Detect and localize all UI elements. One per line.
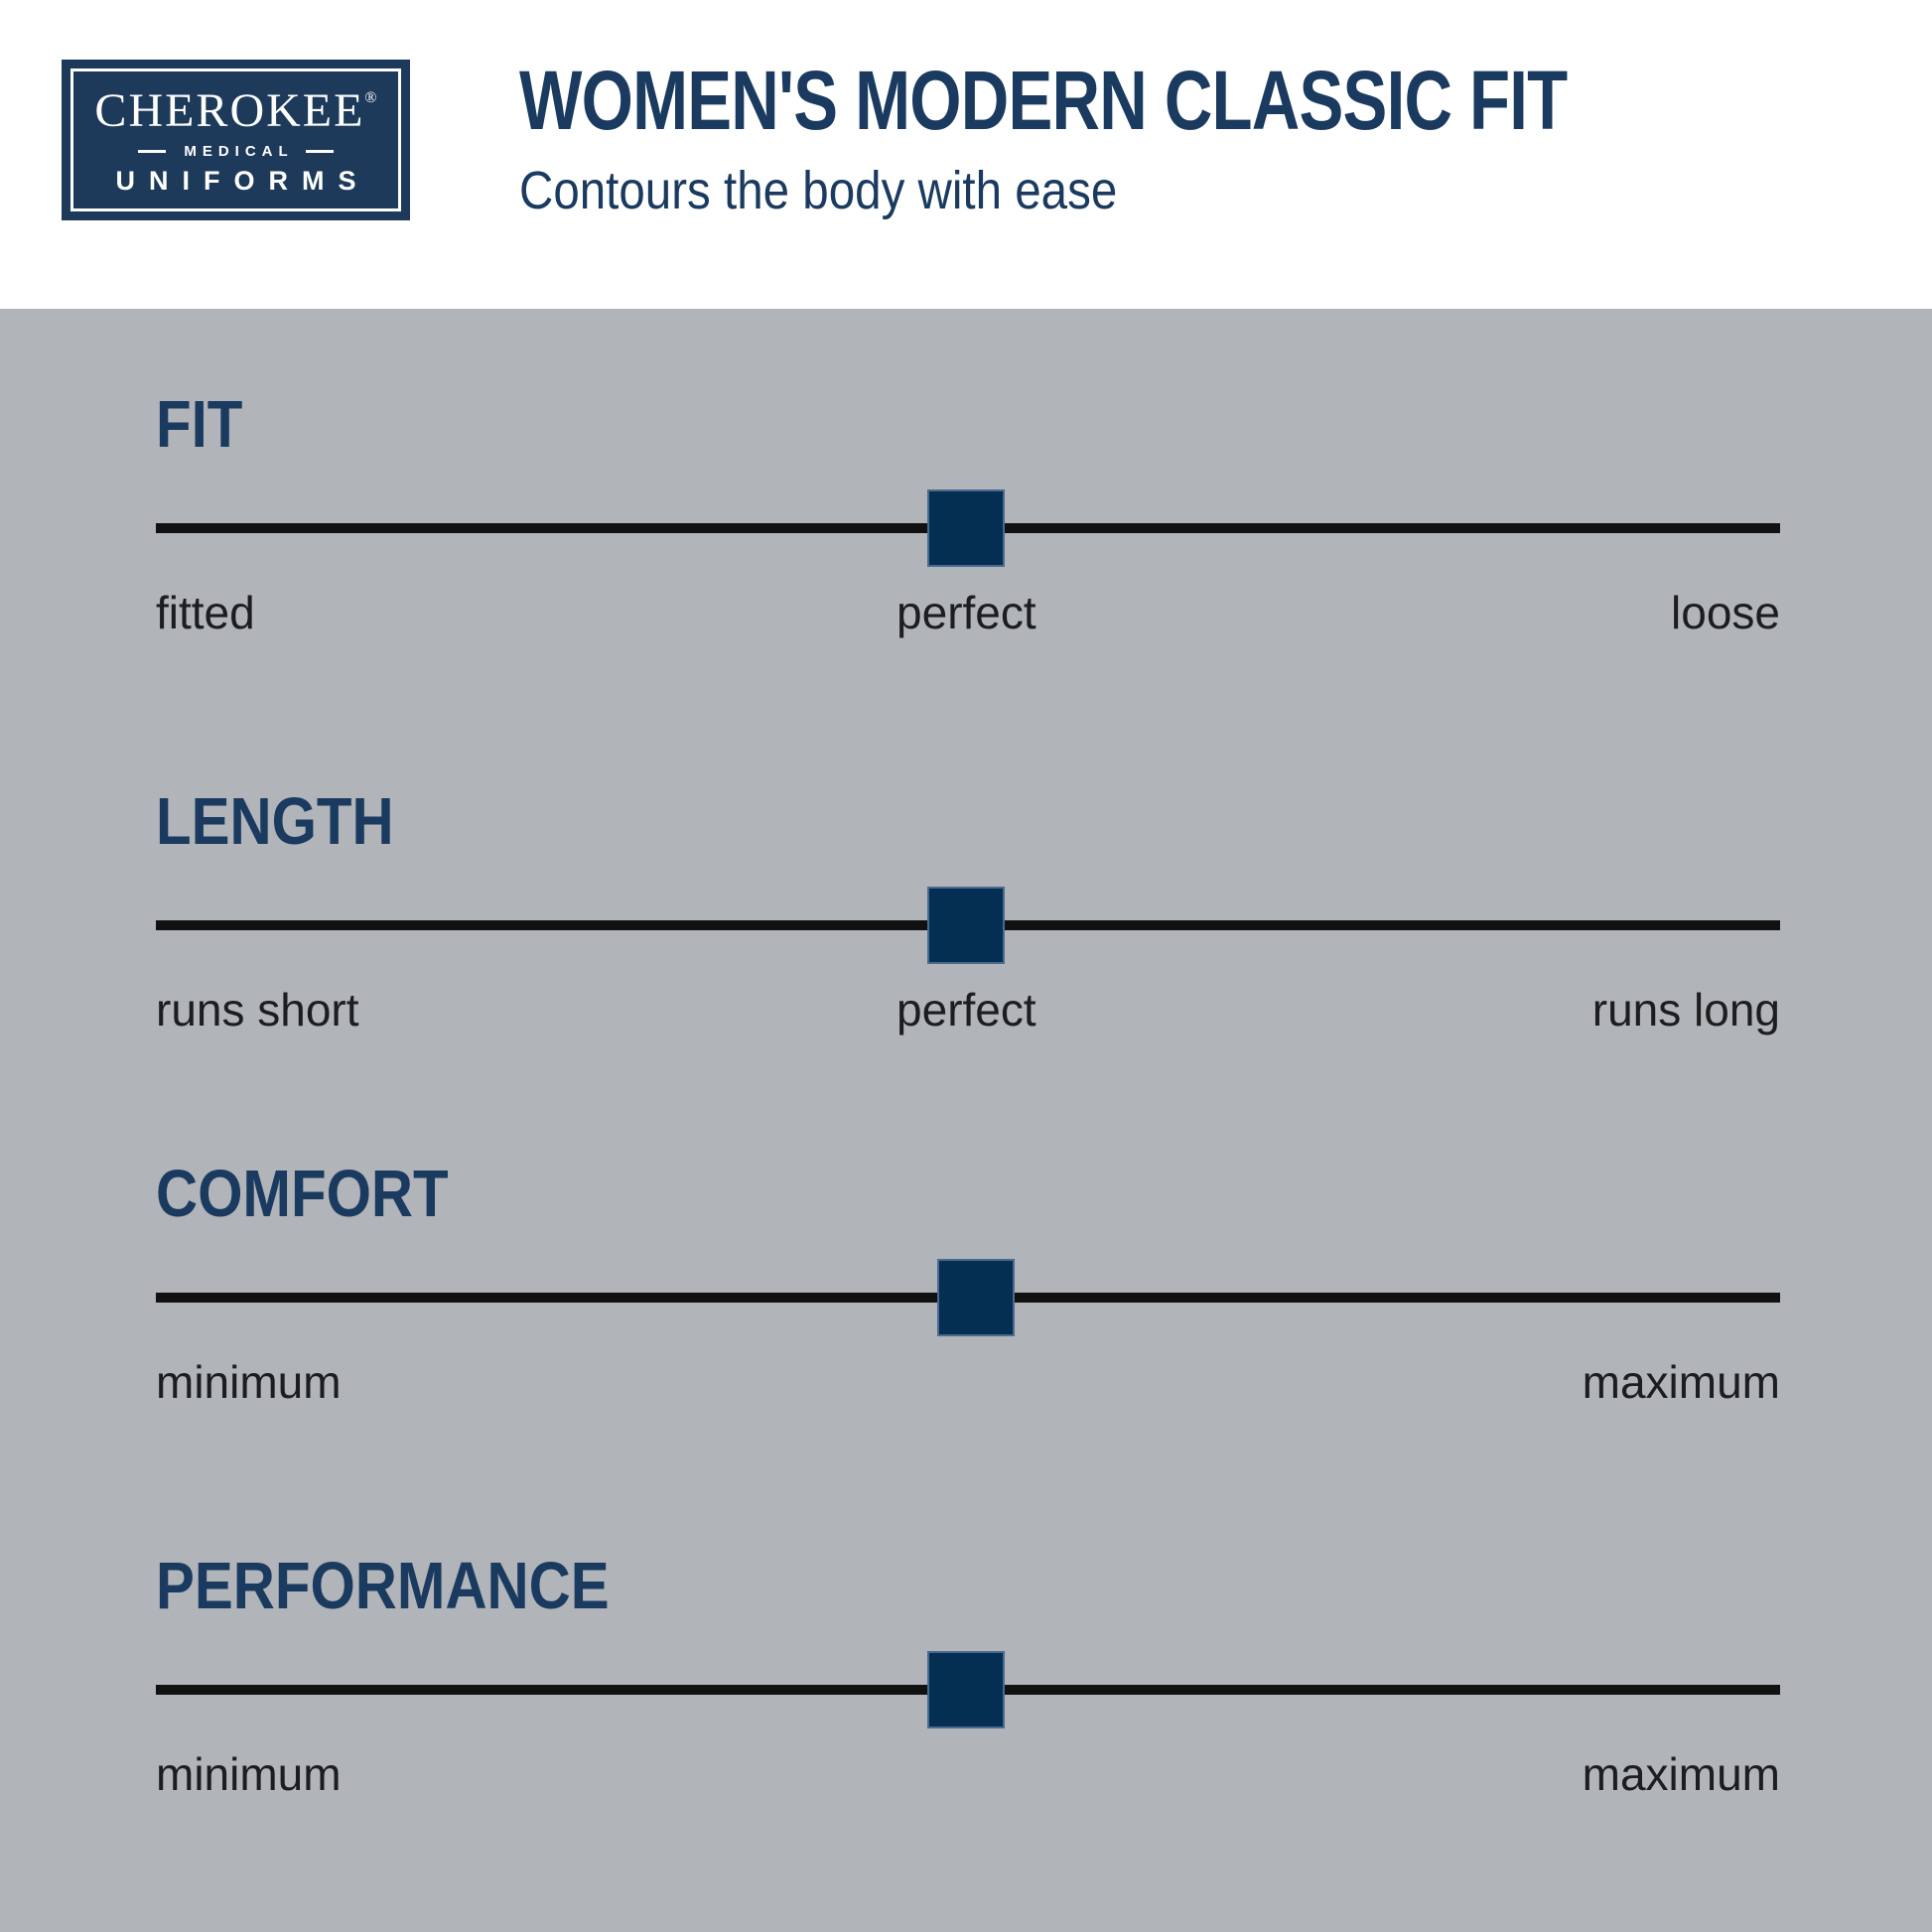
length-label-left: runs short [156,984,359,1035]
section-length [156,784,1780,1082]
comfort-slider-marker [937,1259,1015,1336]
length-slider-labels [156,984,1780,1046]
section-performance [156,1549,1780,1847]
section-performance-heading: PERFORMANCE [156,1549,610,1623]
header-band [0,0,1932,309]
performance-slider-labels [156,1748,1780,1811]
logo-division-row [138,144,333,159]
cherokee-logo [62,60,410,220]
logo-product-text: UNIFORMS [115,166,370,196]
performance-label-left: minimum [156,1748,342,1800]
section-comfort-heading: COMFORT [156,1157,449,1231]
performance-label-right: maximum [1582,1748,1780,1800]
comfort-label-right: maximum [1582,1356,1780,1408]
length-slider-marker [927,887,1005,964]
performance-slider-marker [927,1651,1005,1728]
fit-label-right: loose [1671,587,1780,638]
fit-label-left: fitted [156,587,255,638]
comfort-slider-labels [156,1356,1780,1419]
logo-brand-name [94,84,377,137]
page-subtitle: Contours the body with ease [519,161,1118,220]
section-length-heading: LENGTH [156,784,394,859]
logo-right-rule [306,150,334,153]
section-comfort [156,1157,1780,1454]
logo-inner-border [70,69,401,211]
fit-slider-labels [156,587,1780,649]
section-fit [156,387,1780,685]
fit-slider-marker [927,489,1005,567]
section-fit-heading: FIT [156,387,243,462]
comfort-label-left: minimum [156,1356,342,1408]
logo-brand-text: CHEROKEE [94,84,365,137]
length-label-center: perfect [897,984,1036,1035]
page-title: WOMEN'S MODERN CLASSIC FIT [519,54,1568,147]
fit-label-center: perfect [897,587,1036,638]
length-label-right: runs long [1591,984,1780,1035]
logo-division-text: MEDICAL [184,143,294,160]
logo-left-rule [138,150,166,153]
registered-trademark-symbol: ® [364,89,377,106]
